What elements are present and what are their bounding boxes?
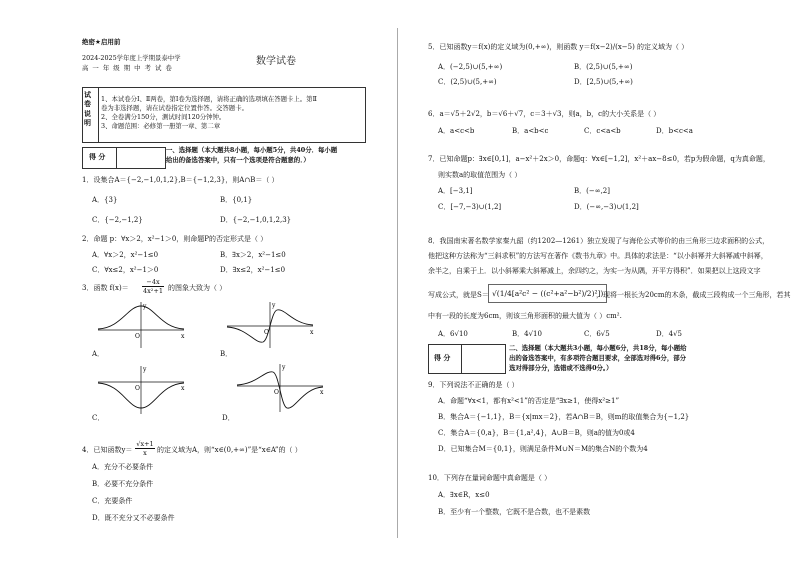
q3b-origin: O	[264, 329, 269, 336]
q8-line-3: 余半之，自乘于上．以小斜幂乘大斜幂减上，余四约之，为实一为从隅，开平方得积”．如果把以上这段文字	[428, 267, 761, 275]
q7-stem-2: 则实数a的取值范围为（ ）	[438, 171, 522, 179]
q4-option-c: C．充要条件	[92, 497, 133, 505]
q6-option-d: D．b<c<a	[656, 127, 693, 135]
notice-line-2: 卷为非选择题，请在试卷指定位置作答。交答题卡。	[101, 104, 248, 112]
q3c-x-label: x	[181, 385, 185, 392]
q8-line-4-post: ，现将一根长为20cm的木条，截成三段构成一个三角形，若其	[596, 291, 791, 299]
notice-divider	[98, 87, 99, 142]
q4-option-a: A．充分不必要条件	[92, 463, 154, 471]
notice-label: 试卷说明	[84, 90, 91, 128]
q1-stem: 1．设集合A＝{−2,−1,0,1,2},B＝{−1,2,3}，则A∩B＝（ ）	[82, 176, 279, 184]
q3-graph-c	[96, 364, 186, 416]
q7-option-a: A．[−3,1]	[438, 187, 473, 195]
q3-numerator: −4x	[142, 278, 164, 287]
q3-graph-b	[225, 300, 315, 350]
q6-stem: 6．a＝√5＋2√2，b＝√6＋√7，c＝3＋√3，则a，b，c的大小关系是（ ）	[428, 110, 661, 118]
page-title: 数学试卷	[256, 56, 296, 67]
section2-heading-1: 二、选择题（本大题共3小题，每小题6分，共18分，每小题给	[509, 344, 687, 352]
q3c-origin: O	[135, 385, 140, 392]
score-box-divider	[116, 147, 117, 168]
column-divider	[397, 28, 398, 538]
q3d-x-label: x	[320, 389, 324, 396]
score-label-2: 得 分	[434, 353, 451, 362]
q6-option-a: A．a<c<b	[438, 127, 475, 135]
q3-stem-pre: 3．函数 f(x)＝	[82, 284, 129, 292]
q2-option-c: C．∀x≤2，x²−1＞0	[92, 266, 159, 274]
exam-line: 高 一 年 级 期 中 考 试 卷	[82, 64, 173, 72]
q3-option-c: C．	[92, 414, 105, 422]
q2-option-d: D．∃x≤2，x²−1≤0	[220, 266, 286, 274]
q3-option-a: A．	[92, 350, 105, 358]
q8-option-b: B．4√10	[512, 330, 542, 338]
q10-option-a: A．∃x∈R，x≤0	[438, 491, 490, 499]
notice-line-4: 3、命题范围：必修第一册第一章、第二章	[101, 122, 221, 130]
section1-heading-2: 给出的备选答案中，只有一个选项是符合题意的．）	[166, 156, 310, 164]
notice-line-3: 2、全卷满分150分，测试时间120分钟钟。	[101, 113, 226, 121]
q3b-y-label: y	[272, 302, 276, 309]
q1-option-a: A．{3}	[92, 196, 118, 204]
q5-option-d: D．[2,5)∪(5,+∞)	[574, 78, 633, 86]
q8-line-4-pre: 写成公式，就是S＝	[428, 291, 489, 299]
q3d-origin: O	[274, 389, 279, 396]
section1-heading-1: 一、选择题（本大题共8小题，每小题5分，共40分．每小题	[166, 146, 338, 154]
q7-option-c: C．[−7,−3)∪(1,2]	[438, 203, 502, 211]
q1-option-b: B．{0,1}	[220, 196, 253, 204]
q8-line-1: 8．我国南宋著名数学家秦九韶（约1202—1261）独立发现了与海伦公式等价的由三角形三边求面积的公式，	[428, 237, 770, 245]
section2-heading-2: 出的备选答案中，有多项符合题目要求，全部选对得6分，部分	[509, 354, 686, 362]
q3b-x-label: x	[310, 329, 314, 336]
q3-option-b: B．	[220, 350, 233, 358]
q5-option-b: B．(2,5)∪(5,+∞)	[574, 63, 633, 71]
q4-option-b: B．必要不充分条件	[92, 480, 154, 488]
q2-option-b: B．∃x＞2，x²−1≤0	[220, 251, 286, 259]
q5-option-a: A．(−2,5)∪(5,+∞)	[438, 63, 503, 71]
score-label-1: 得 分	[89, 152, 106, 161]
score-box-2-divider	[461, 344, 462, 373]
q3-graph-d	[235, 362, 325, 414]
q3-stem-post: 的图象大致为（ ）	[168, 284, 227, 292]
school-line: 2024-2025学年度上学期景泰中学	[82, 54, 181, 62]
q3a-origin: O	[135, 333, 140, 340]
q3a-x-label: x	[181, 333, 185, 340]
q7-option-b: B．(−∞,2]	[574, 187, 610, 195]
q8-option-a: A．6√10	[438, 330, 468, 338]
q3-graph-a	[96, 300, 186, 350]
q5-stem: 5．已知函数y＝f(x)的定义域为(0,+∞)，则函数 y＝f(x−2)/(x−5) 的定义域为（ ）	[428, 43, 689, 51]
q1-option-c: C．{−2,−1,2}	[92, 216, 143, 224]
q4-numerator: √x+1	[136, 440, 154, 448]
secret-label: 绝密★启用前	[82, 38, 121, 46]
q8-formula: √(1/4[a²c² − ((c²+a²−b²)/2)²])	[488, 284, 607, 303]
q3-option-d: D．	[222, 414, 235, 422]
q3-denominator: 4x²+1	[143, 287, 163, 295]
q4-stem-pre: 4．已知函数y＝	[82, 446, 133, 454]
q6-option-b: B．a<b<c	[512, 127, 549, 135]
q9-stem: 9．下列说法不正确的是（ ）	[428, 381, 519, 389]
q9-option-b: B．集合A＝{−1,1}，B＝{x|mx＝2}，若A∩B＝B，则m的取值集合为{−1,2}	[438, 413, 690, 421]
q4-option-d: D．既不充分又不必要条件	[92, 514, 175, 522]
q8-option-d: D．4√5	[656, 330, 682, 338]
q6-option-c: C．c<a<b	[584, 127, 621, 135]
q3c-y-label: y	[143, 366, 147, 373]
q9-option-c: C．集合A＝{0,a}，B＝{1,a²,4}，A∪B＝B，则a的值为0或4	[438, 429, 635, 437]
q7-stem: 7．已知命题p：∃x∈[0,1]，a−x²＋2x＞0，命题q：∀x∈[−1,2]，x²＋ax−8≤0，若p为假命题，q为真命题，	[428, 155, 770, 163]
notice-line-1: 1、本试卷分Ⅰ、Ⅱ两卷，第Ⅰ卷为选择题，请将正确的选项填在答题卡上。第Ⅱ	[101, 95, 317, 103]
q4-denominator: x	[143, 449, 147, 457]
q10-stem: 10．下列存在量词命题中真命题是（ ）	[428, 474, 552, 482]
q2-stem: 2．命题 p：∀x＞2，x²−1＞0，则命题P的否定形式是（ ）	[82, 235, 268, 243]
q10-option-b: B．至少有一个整数，它既不是合数，也不是素数	[438, 508, 591, 516]
section2-heading-3: 选对得部分分，选错或不选得0分。）	[509, 364, 613, 372]
q3a-y-label: y	[143, 303, 147, 310]
q9-option-a: A．命题“∀x<1，都有x²<1”的否定是“∃x≥1，使得x²≥1”	[438, 397, 620, 405]
q3d-y-label: y	[282, 364, 286, 371]
q5-option-c: C．(2,5)∪(5,+∞)	[438, 78, 497, 86]
q1-option-d: D．{−2,−1,0,1,2,3}	[220, 216, 292, 224]
q9-option-d: D．已知集合M＝{0,1}，则满足条件M∪N＝M的集合N的个数为4	[438, 445, 648, 453]
q2-option-a: A．∀x＞2，x²−1≤0	[92, 251, 159, 259]
q7-option-d: D．(−∞,−3)∪(1,2]	[574, 203, 639, 211]
q4-stem-post: 的定义域为A，则“x∈(0,+∞)”是“x∈A”的（ ）	[157, 446, 302, 454]
q8-option-c: C．6√5	[584, 330, 610, 338]
q8-line-2: 他把这种方法称为“三斜求积”的方法写在著作《数书九章》中。具体的求法是：“以小斜幂并大斜幂减中斜幂，	[428, 252, 768, 260]
q8-line-5: 中有一段的长度为6cm，则该三角形面积的最大值为（ ）cm².	[428, 312, 622, 320]
